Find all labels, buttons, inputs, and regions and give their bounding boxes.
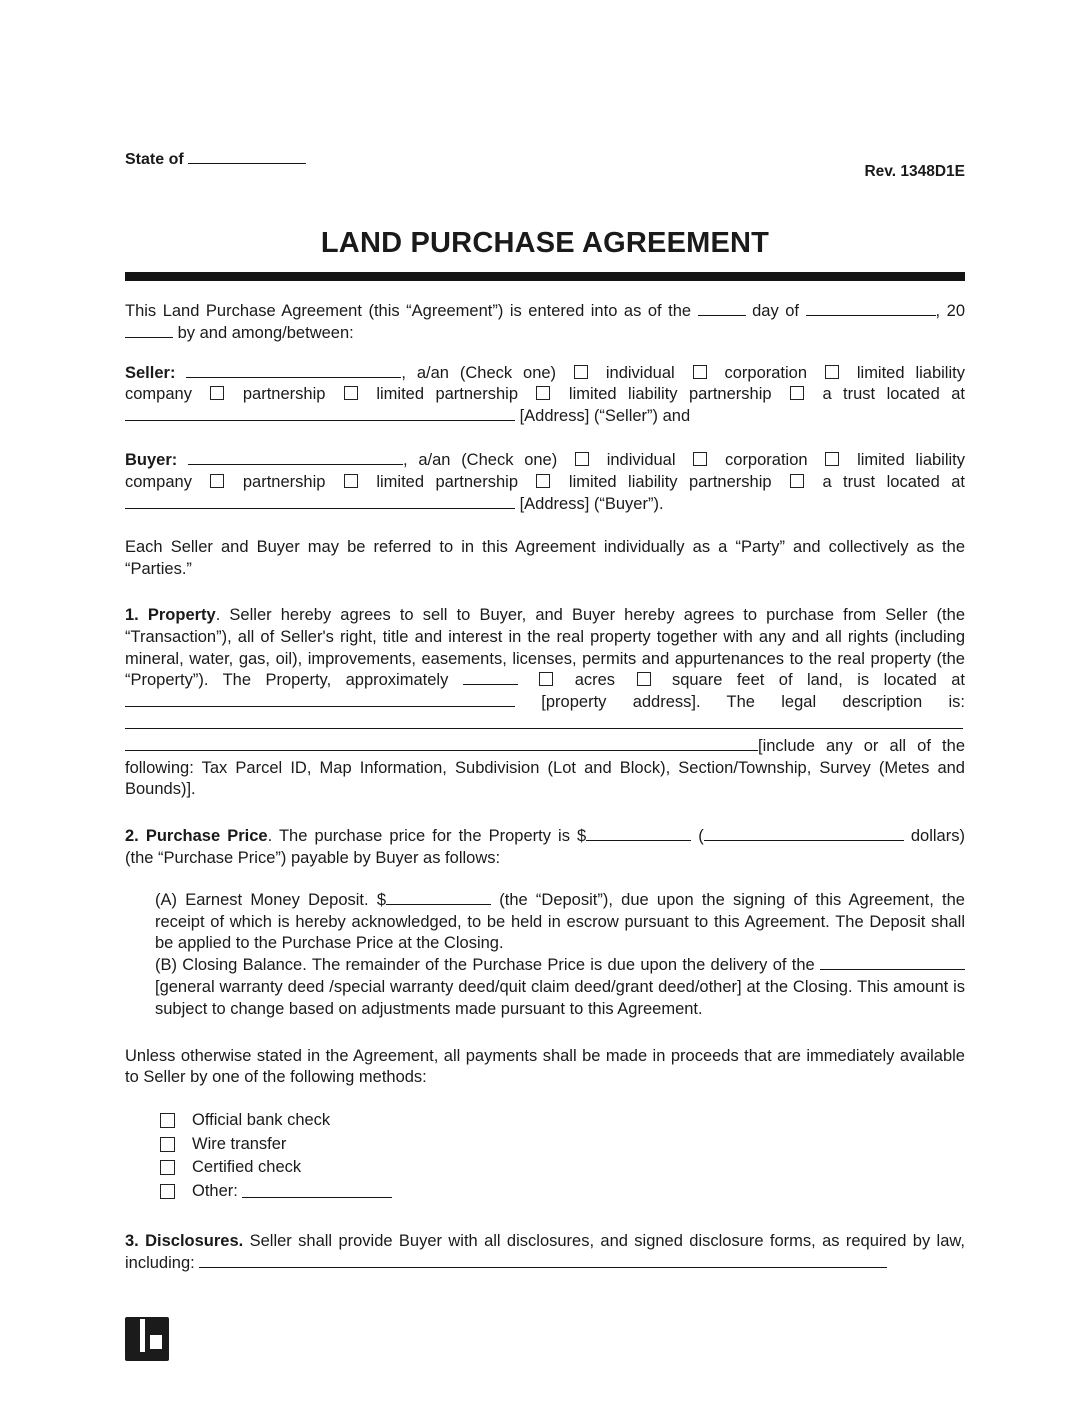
seller-entity-label: limited liability partnership bbox=[568, 385, 772, 404]
state-field[interactable] bbox=[188, 150, 306, 164]
purchase-price-section bbox=[125, 826, 965, 870]
month-field[interactable] bbox=[806, 302, 936, 316]
payment-method-row bbox=[160, 1133, 965, 1157]
buyer-entity-label: limited partnership bbox=[376, 472, 518, 491]
purchase-price-amount-field[interactable] bbox=[586, 827, 691, 841]
seller-trust-checkbox[interactable] bbox=[790, 386, 804, 400]
buyer-individual-checkbox[interactable] bbox=[575, 452, 589, 466]
earnest-money-text: (the “Deposit”), due upon the signing of this Agreement, the receipt of which is hereby acknowledged, to be held in escrow pursuant to this Agreement. The Deposit shall be applied to the Purchase Price at the Closing. bbox=[155, 890, 965, 953]
disclosures-field[interactable] bbox=[199, 1254, 887, 1268]
property-located-at-text: located at bbox=[883, 671, 966, 690]
payment-method-label: Other: bbox=[192, 1181, 238, 1200]
seller-entity-label: individual bbox=[605, 363, 675, 382]
buyer-entity-label: a trust bbox=[822, 472, 876, 491]
revision-label: Rev. 1348D1E bbox=[864, 163, 965, 180]
seller-limited-partnership-checkbox[interactable] bbox=[344, 386, 358, 400]
property-heading: 1. Property bbox=[125, 605, 216, 624]
seller-partnership-checkbox[interactable] bbox=[210, 386, 224, 400]
other-method-field[interactable] bbox=[242, 1184, 392, 1198]
intro-paragraph bbox=[125, 301, 965, 345]
buyer-llc-checkbox[interactable] bbox=[825, 452, 839, 466]
title-divider bbox=[125, 272, 965, 281]
buyer-address-field[interactable] bbox=[125, 495, 515, 509]
closing-balance-text: (B) Closing Balance. The remainder of the Purchase Price is due upon the delivery of the bbox=[155, 956, 815, 975]
seller-individual-checkbox[interactable] bbox=[574, 365, 588, 379]
payment-method-label: Official bank check bbox=[192, 1111, 331, 1130]
certified-check-checkbox[interactable] bbox=[160, 1160, 175, 1175]
buyer-trust-checkbox[interactable] bbox=[790, 474, 804, 488]
seller-entity-label: a trust bbox=[822, 385, 876, 404]
legal-description-field-line2[interactable] bbox=[125, 737, 758, 751]
buyer-check-one-text: , a/an (Check one) bbox=[403, 450, 558, 469]
seller-entity-label: corporation bbox=[724, 363, 808, 382]
purchase-price-text: ( bbox=[698, 827, 704, 846]
other-method-checkbox[interactable] bbox=[160, 1184, 175, 1199]
payment-method-row bbox=[160, 1109, 965, 1133]
buyer-llp-checkbox[interactable] bbox=[536, 474, 550, 488]
disclosures-section bbox=[125, 1231, 965, 1275]
buyer-located-at-text: located at bbox=[886, 472, 966, 491]
buyer-paragraph bbox=[125, 450, 965, 515]
logo-icon bbox=[125, 1317, 169, 1361]
intro-text: This Land Purchase Agreement (this “Agreement”) is entered into as of the bbox=[125, 302, 692, 320]
disclosures-text: Seller shall provide Buyer with all disclosures, and signed disclosure forms, as required by law, including: bbox=[125, 1232, 965, 1272]
seller-label: Seller: bbox=[125, 363, 176, 382]
property-section bbox=[125, 605, 965, 801]
seller-llp-checkbox[interactable] bbox=[536, 386, 550, 400]
legal-description-note: [include any or all of the following: Tax Parcel ID, Map Information, Subdivision (Lot and Block), Section/Township, Survey (Metes and Bounds)]. bbox=[125, 736, 965, 799]
seller-corporation-checkbox[interactable] bbox=[693, 365, 707, 379]
buyer-address-note: [Address] (“Buyer”). bbox=[519, 494, 664, 513]
legal-description-field-line1[interactable] bbox=[125, 715, 963, 729]
buyer-name-field[interactable] bbox=[188, 451, 403, 465]
buyer-corporation-checkbox[interactable] bbox=[693, 452, 707, 466]
deposit-amount-field[interactable] bbox=[386, 891, 491, 905]
property-text: . Seller hereby agrees to sell to Buyer, and Buyer hereby agrees to purchase from Seller (the “Transaction”), all of Seller's right, title and interest in the real property together with any and all rights (including mineral, water, gas, oil), improvements, easements, licenses, permits and appurtenances to the real property (the “Property”). The Property, approximately bbox=[125, 605, 965, 690]
acres-label: acres bbox=[574, 671, 616, 690]
seller-entity-label: limited liability company bbox=[125, 363, 965, 404]
payment-method-label: Wire transfer bbox=[192, 1134, 287, 1153]
seller-address-field[interactable] bbox=[125, 407, 515, 421]
purchase-price-words-field[interactable] bbox=[704, 827, 904, 841]
page-title: LAND PURCHASE AGREEMENT bbox=[320, 227, 770, 259]
payment-terms-block bbox=[125, 890, 965, 1021]
state-of-line bbox=[125, 150, 306, 169]
property-address-note: [property address]. The legal description is: bbox=[541, 693, 965, 712]
closing-balance-item bbox=[155, 955, 965, 1020]
buyer-entity-label: partnership bbox=[242, 472, 326, 491]
buyer-limited-partnership-checkbox[interactable] bbox=[344, 474, 358, 488]
payment-method-row bbox=[160, 1156, 965, 1180]
year-field[interactable] bbox=[125, 324, 173, 338]
disclosures-heading: 3. Disclosures. bbox=[125, 1232, 244, 1251]
seller-located-at-text: located at bbox=[886, 385, 966, 404]
intro-text: by and among/between: bbox=[177, 323, 354, 342]
seller-address-note: [Address] (“Seller”) and bbox=[519, 407, 691, 426]
intro-text: day of bbox=[752, 302, 800, 320]
day-field[interactable] bbox=[698, 302, 746, 316]
seller-llc-checkbox[interactable] bbox=[825, 365, 839, 379]
seller-entity-label: limited partnership bbox=[376, 385, 518, 404]
buyer-label: Buyer: bbox=[125, 450, 178, 469]
state-of-label: State of bbox=[125, 151, 184, 168]
seller-check-one-text: , a/an (Check one) bbox=[401, 363, 557, 382]
payment-method-list bbox=[125, 1109, 965, 1203]
closing-balance-text: [general warranty deed /special warranty deed/quit claim deed/grant deed/other] at the Closing. This amount is subject to change based on adjustments made pursuant to this Agreement. bbox=[155, 977, 965, 1018]
buyer-entity-label: limited liability company bbox=[125, 450, 966, 491]
legal-templates-logo bbox=[125, 1317, 169, 1361]
parties-clause: Each Seller and Buyer may be referred to in this Agreement individually as a “Party” and collectively as the “Parties.” bbox=[125, 538, 965, 579]
square-feet-checkbox[interactable] bbox=[637, 672, 651, 686]
purchase-price-heading: 2. Purchase Price bbox=[125, 827, 268, 846]
page-header bbox=[125, 150, 965, 181]
payment-clause: Unless otherwise stated in the Agreement, all payments shall be made in proceeds that are immediately available to Seller by one of the following methods: bbox=[125, 1046, 965, 1087]
acres-checkbox[interactable] bbox=[539, 672, 553, 686]
seller-paragraph bbox=[125, 363, 965, 428]
seller-name-field[interactable] bbox=[186, 364, 401, 378]
buyer-partnership-checkbox[interactable] bbox=[210, 474, 224, 488]
intro-text: , 20 bbox=[935, 302, 966, 320]
earnest-money-text: (A) Earnest Money Deposit. $ bbox=[155, 890, 387, 909]
property-address-field[interactable] bbox=[125, 693, 515, 707]
square-feet-label: square feet of land, is bbox=[671, 671, 870, 690]
earnest-money-item bbox=[155, 890, 965, 955]
official-bank-check-checkbox[interactable] bbox=[160, 1113, 175, 1128]
buyer-entity-label: limited liability partnership bbox=[568, 472, 772, 491]
property-size-field[interactable] bbox=[463, 671, 518, 685]
seller-entity-label: partnership bbox=[242, 385, 326, 404]
purchase-price-text: . The purchase price for the Property is $ bbox=[267, 827, 587, 846]
purchase-price-text: dollars) (the “Purchase Price”) payable by Buyer as follows: bbox=[125, 827, 965, 867]
buyer-entity-label: individual bbox=[606, 450, 676, 469]
buyer-entity-label: corporation bbox=[725, 450, 808, 469]
deed-type-field[interactable] bbox=[820, 956, 965, 970]
wire-transfer-checkbox[interactable] bbox=[160, 1137, 175, 1152]
payment-method-label: Certified check bbox=[192, 1158, 302, 1177]
payment-method-row bbox=[160, 1180, 965, 1204]
